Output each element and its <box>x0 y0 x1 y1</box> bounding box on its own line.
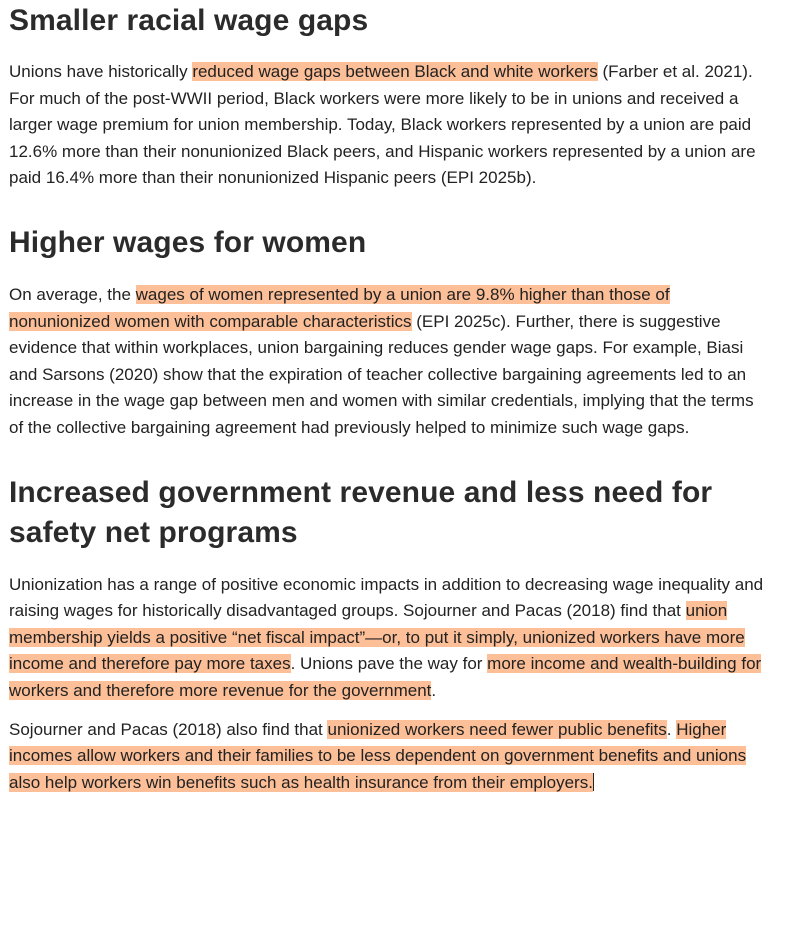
text-run: On average, the <box>9 284 136 304</box>
paragraph-wages-women <box>9 282 769 442</box>
text-run: . <box>431 680 437 700</box>
article-body <box>9 0 769 796</box>
highlighted-text[interactable]: wages of women represented by a union are 9.8% higher than those of nonunionized women with comparable characteristics <box>9 284 670 331</box>
text-run: (Farber et al. 2021). For much of the post-WWII period, Black workers were more likely to be in unions and received a larger wage premium for union membership. Today, Black workers represented by a union are paid 12.6% more than their nonunionized Black peers, and Hispanic workers represented by a union are paid 16.4% more than their nonunionized Hispanic peers (EPI 2025b). <box>9 62 756 188</box>
section-heading-wages-women: Higher wages for women <box>9 225 367 259</box>
highlighted-text[interactable]: unionized workers need fewer public benefits <box>327 719 667 739</box>
text-cursor <box>593 773 594 791</box>
paragraph-racial-wage-gaps <box>9 59 769 192</box>
paragraph-public-benefits <box>9 717 769 797</box>
text-run: Unions have historically <box>9 62 193 81</box>
text-run: . Unions pave the way for <box>290 654 488 674</box>
paragraph-economic-impacts <box>9 572 769 705</box>
highlighted-text[interactable]: union membership yields a positive “net fiscal impact”—or, to put it simply, unionized workers have more income and therefore pay more taxes <box>9 601 745 674</box>
highlighted-text[interactable]: Higher incomes allow workers and their families to be less dependent on government benefits and unions also help workers win benefits such as health insurance from their employers. <box>9 719 747 792</box>
text-run: Unionization has a range of positive economic impacts in addition to decreasing wage inequality and raising wages for historically disadvantaged groups. Sojourner and Pacas (2018) find that <box>9 574 764 621</box>
section-heading-government-revenue: Increased government revenue and less need for safety net programs <box>9 475 713 549</box>
text-run: Sojourner and Pacas (2018) also find that <box>9 719 328 739</box>
highlighted-text[interactable]: more income and wealth-building for workers and therefore more revenue for the government <box>9 654 762 700</box>
section-heading-racial-wage-gaps: Smaller racial wage gaps <box>9 4 369 37</box>
highlighted-text[interactable]: reduced wage gaps between Black and white workers <box>192 62 598 81</box>
text-run: . <box>666 719 677 739</box>
text-run: (EPI 2025c). Further, there is suggestive evidence that within workplaces, union bargaining reduces gender wage gaps. For example, Biasi and Sarsons (2020) show that the expiration of teacher collective bargaining agreements led to an increase in the wage gap between men and women with similar credentials, implying that the terms of the collective bargaining agreement had previously helped to minimize such wage gaps. <box>9 311 754 437</box>
